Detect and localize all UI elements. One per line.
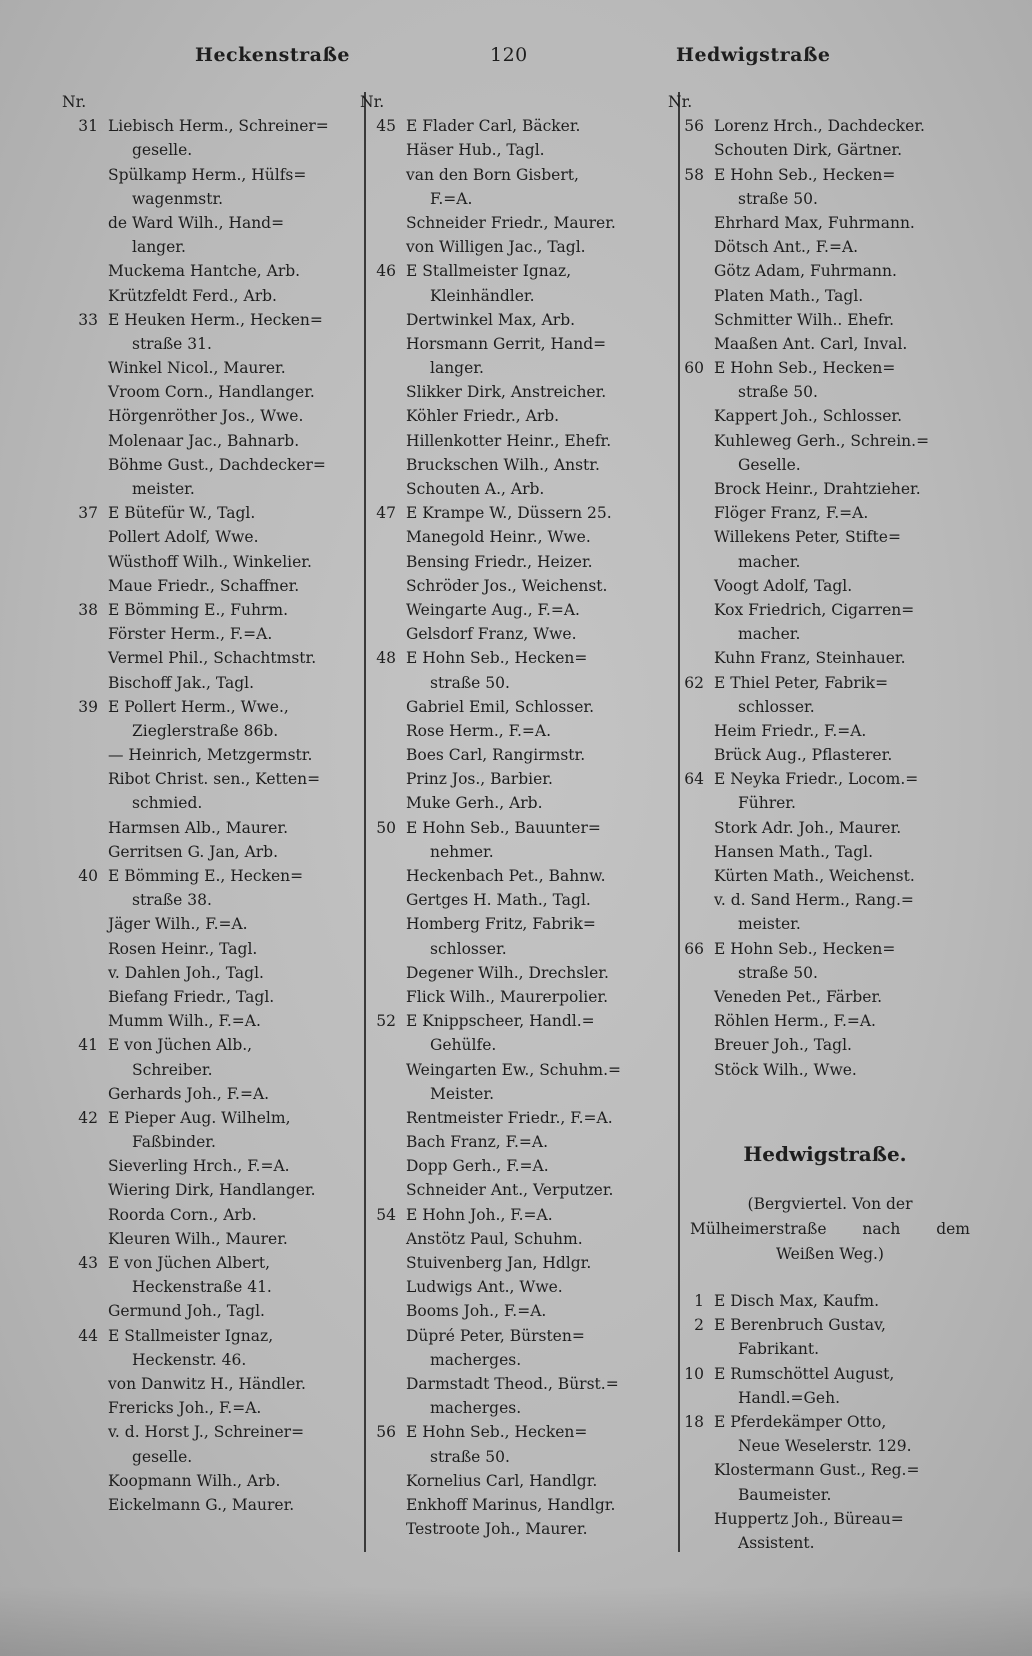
entry-text: schmied.: [132, 794, 203, 813]
entry-text: straße 31.: [132, 334, 212, 353]
entry-text: Breuer Joh., Tagl.: [714, 1036, 852, 1055]
entry-text: Kürten Math., Weichenst.: [714, 867, 915, 885]
entry-text: E Rumschöttel August,: [714, 1364, 895, 1383]
entry-text: Weingarte Aug., F.=A.: [406, 600, 580, 619]
entry-text: Ludwigs Ant., Wwe.: [406, 1278, 563, 1297]
entry-text: Neue Weselerstr. 129.: [738, 1437, 912, 1456]
entry-text: Prinz Jos., Barbier.: [406, 770, 553, 789]
entry-text: Weingarten Ew., Schuhm.=: [406, 1060, 622, 1079]
entry-text: v. Dahlen Joh., Tagl.: [108, 963, 264, 982]
entry-text: Spülkamp Herm., Hülfs=: [108, 165, 307, 184]
entry-text: Gabriel Emil, Schlosser.: [406, 697, 595, 716]
house-number: 66: [684, 939, 704, 958]
page-number: 120: [490, 44, 528, 66]
entry-text: Dötsch Ant., F.=A.: [714, 238, 859, 257]
entry-text: Enkhoff Marinus, Handlgr.: [406, 1495, 616, 1514]
entry-text: Wüsthoff Wilh., Winkelier.: [108, 552, 312, 571]
entry-text: straße 38.: [132, 891, 212, 910]
entry-text: Muckema Hantche, Arb.: [108, 262, 301, 281]
entry-text: Kleuren Wilh., Maurer.: [108, 1229, 288, 1248]
entry-text: Bischoff Jak., Tagl.: [108, 673, 255, 692]
entry-text: — Heinrich, Metzgermstr.: [108, 746, 313, 765]
entry-text: Assistent.: [738, 1533, 815, 1552]
entry-text: Schneider Ant., Verputzer.: [406, 1181, 614, 1200]
entry-text: E Neyka Friedr., Locom.=: [714, 770, 919, 789]
entry-text: E von Jüchen Albert,: [108, 1254, 270, 1272]
entry-text: v. d. Sand Herm., Rang.=: [714, 891, 914, 910]
entry-text: E Knippscheer, Handl.=: [406, 1012, 595, 1031]
entry-text: geselle.: [132, 141, 193, 160]
entry-text: Heckenbach Pet., Bahnw.: [406, 867, 606, 885]
entry-text: E Stallmeister Ignaz,: [108, 1326, 274, 1345]
entry-text: E Hohn Seb., Hecken=: [406, 1423, 588, 1442]
entry-text: Kleinhändler.: [430, 286, 535, 305]
entry-text: E Hohn Seb., Hecken=: [406, 649, 588, 668]
house-number: 41: [78, 1036, 98, 1055]
house-number: 31: [78, 117, 98, 136]
entry-text: Koopmann Wilh., Arb.: [108, 1471, 281, 1490]
entry-text: Heim Friedr., F.=A.: [714, 721, 867, 740]
entry-text: Voogt Adolf, Tagl.: [714, 576, 853, 595]
running-header-right: Hedwigstraße: [676, 44, 831, 66]
entry-text: Gehülfe.: [430, 1036, 497, 1055]
entry-text: Ehrhard Max, Fuhrmann.: [714, 213, 915, 232]
entry-text: von Danwitz H., Händler.: [108, 1374, 306, 1393]
entry-text: Flöger Franz, F.=A.: [714, 504, 869, 523]
house-number: 64: [684, 770, 704, 789]
entry-text: Harmsen Alb., Maurer.: [108, 818, 289, 837]
entry-text: Bach Franz, F.=A.: [406, 1133, 549, 1152]
entry-text: geselle.: [132, 1447, 193, 1466]
entry-text: Brock Heinr., Drahtzieher.: [714, 480, 921, 498]
entry-text: Jäger Wilh., F.=A.: [108, 915, 248, 934]
entry-text: Röhlen Herm., F.=A.: [714, 1012, 876, 1031]
page-edge-shadow: [0, 1586, 1032, 1656]
entry-text: E Hohn Joh., F.=A.: [406, 1205, 553, 1224]
entry-text: Liebisch Herm., Schreiner=: [108, 117, 329, 136]
entry-text: Fabrikant.: [738, 1340, 820, 1359]
house-number: 52: [376, 1012, 396, 1031]
entry-text: Anstötz Paul, Schuhm.: [406, 1229, 583, 1248]
house-number: 33: [78, 310, 98, 329]
entry-text: straße 50.: [738, 383, 818, 402]
entry-text: Frericks Joh., F.=A.: [108, 1399, 262, 1418]
entry-text: E Bütefür W., Tagl.: [108, 504, 256, 523]
entry-text: Wiering Dirk, Handlanger.: [108, 1181, 316, 1200]
house-number: 56: [684, 117, 704, 136]
house-number: 56: [376, 1423, 396, 1442]
entry-text: Biefang Friedr., Tagl.: [108, 987, 275, 1006]
entry-text: wagenmstr.: [132, 189, 224, 208]
entry-text: Boes Carl, Rangirmstr.: [406, 746, 586, 765]
house-number: 50: [376, 818, 396, 837]
house-number: 46: [376, 262, 396, 281]
entry-text: Brück Aug., Pflasterer.: [714, 746, 893, 765]
entry-text: straße 50.: [738, 189, 818, 208]
entry-text: langer.: [430, 359, 484, 378]
entry-text: Kuhn Franz, Steinhauer.: [714, 649, 906, 668]
entry-text: Schouten A., Arb.: [406, 480, 545, 498]
entry-text: Schreiber.: [132, 1060, 213, 1079]
entry-text: Heckenstraße 41.: [132, 1278, 272, 1297]
entry-text: F.=A.: [430, 189, 473, 208]
entry-text: Schneider Friedr., Maurer.: [406, 213, 616, 232]
entry-text: Bensing Friedr., Heizer.: [406, 552, 593, 571]
entry-text: Roorda Corn., Arb.: [108, 1205, 257, 1224]
entry-text: Gelsdorf Franz, Wwe.: [406, 625, 577, 644]
nr-label: Nr.: [62, 93, 87, 111]
entry-text: Hansen Math., Tagl.: [714, 842, 874, 861]
entry-text: E Krampe W., Düssern 25.: [406, 504, 612, 523]
entry-text: Winkel Nicol., Maurer.: [108, 359, 286, 378]
entry-text: Muke Gerh., Arb.: [406, 794, 543, 813]
entry-text: Huppertz Joh., Büreau=: [714, 1509, 904, 1528]
entry-text: Vermel Phil., Schachtmstr.: [108, 649, 317, 668]
entry-text: E Heuken Herm., Hecken=: [108, 310, 323, 329]
description-line: Mülheimerstraße nach dem: [690, 1220, 970, 1238]
entry-text: Dopp Gerh., F.=A.: [406, 1157, 549, 1176]
entry-text: Maue Friedr., Schaffner.: [108, 576, 300, 595]
entry-text: schlosser.: [430, 939, 507, 958]
entry-text: straße 50.: [430, 1447, 510, 1466]
entry-text: Ribot Christ. sen., Ketten=: [108, 770, 321, 789]
entry-text: Handl.=Geh.: [738, 1388, 840, 1407]
entry-text: Stork Adr. Joh., Maurer.: [714, 818, 902, 837]
entry-text: Lorenz Hrch., Dachdecker.: [714, 117, 925, 136]
entry-text: Manegold Heinr., Wwe.: [406, 528, 591, 547]
entry-text: schlosser.: [738, 697, 815, 716]
house-number: 47: [376, 504, 396, 523]
entry-text: Molenaar Jac., Bahnarb.: [108, 431, 300, 450]
entry-text: Gerritsen G. Jan, Arb.: [108, 842, 279, 861]
entry-text: Gertges H. Math., Tagl.: [406, 891, 591, 910]
section-heading-hedwigstrasse: Hedwigstraße.: [743, 1142, 907, 1166]
entry-text: Schouten Dirk, Gärtner.: [714, 141, 902, 160]
entry-text: E Hohn Seb., Bauunter=: [406, 818, 601, 837]
entry-text: E Stallmeister Ignaz,: [406, 262, 572, 281]
house-number: 44: [78, 1326, 98, 1345]
house-number: 1: [694, 1292, 704, 1310]
house-number: 60: [684, 359, 704, 378]
entry-text: von Willigen Jac., Tagl.: [406, 238, 586, 257]
entry-text: Degener Wilh., Drechsler.: [406, 963, 609, 982]
entry-text: langer.: [132, 238, 186, 257]
entry-text: Flick Wilh., Maurerpolier.: [406, 987, 609, 1006]
entry-text: Kox Friedrich, Cigarren=: [714, 600, 915, 619]
entry-text: Schmitter Wilh.. Ehefr.: [714, 310, 895, 329]
entry-text: Götz Adam, Fuhrmann.: [714, 262, 897, 281]
entry-text: Führer.: [738, 794, 796, 813]
entry-text: nehmer.: [430, 842, 494, 861]
entry-text: Meister.: [430, 1084, 494, 1103]
entry-text: Dertwinkel Max, Arb.: [406, 310, 576, 329]
entry-text: Testroote Joh., Maurer.: [406, 1520, 588, 1539]
house-number: 40: [78, 867, 98, 885]
entry-text: E Hohn Seb., Hecken=: [714, 939, 896, 958]
entry-text: Zieglerstraße 86b.: [132, 721, 279, 740]
entry-text: Rose Herm., F.=A.: [406, 721, 552, 740]
section-description: [690, 1192, 970, 1267]
entry-text: Pollert Adolf, Wwe.: [108, 528, 259, 547]
entry-text: Booms Joh., F.=A.: [406, 1302, 547, 1321]
description-line: (Bergviertel. Von der: [747, 1195, 913, 1213]
entry-text: Willekens Peter, Stifte=: [714, 528, 901, 547]
house-number: 37: [78, 504, 98, 523]
entry-text: Köhler Friedr., Arb.: [406, 407, 560, 426]
entry-text: Sieverling Hrch., F.=A.: [108, 1157, 290, 1176]
entry-text: Maaßen Ant. Carl, Inval.: [714, 334, 908, 353]
entry-text: E Hohn Seb., Hecken=: [714, 165, 896, 184]
house-number: 62: [684, 673, 704, 692]
entry-text: Vroom Corn., Handlanger.: [108, 383, 315, 402]
entry-text: Veneden Pet., Färber.: [714, 987, 883, 1006]
entry-text: Klostermann Gust., Reg.=: [714, 1461, 920, 1480]
entry-text: E Pferdekämper Otto,: [714, 1412, 887, 1431]
entry-text: Kornelius Carl, Handlgr.: [406, 1471, 598, 1490]
entry-text: Kuhleweg Gerh., Schrein.=: [714, 431, 930, 450]
description-line: Weißen Weg.): [776, 1245, 884, 1263]
entry-text: de Ward Wilh., Hand=: [108, 213, 285, 232]
entry-text: Slikker Dirk, Anstreicher.: [406, 383, 607, 402]
house-number: 54: [376, 1205, 396, 1224]
house-number: 43: [78, 1254, 98, 1272]
entry-text: E Bömming E., Fuhrm.: [108, 600, 288, 619]
entry-text: Stuivenberg Jan, Hdlgr.: [406, 1254, 592, 1272]
house-number: 39: [78, 697, 98, 716]
entry-text: Böhme Gust., Dachdecker=: [108, 455, 326, 474]
entry-text: straße 50.: [738, 963, 818, 982]
house-number: 45: [376, 117, 396, 136]
entry-text: E Thiel Peter, Fabrik=: [714, 673, 889, 692]
nr-label: Nr.: [360, 93, 385, 111]
entry-text: Hillenkotter Heinr., Ehefr.: [406, 431, 612, 450]
entry-text: Heckenstr. 46.: [132, 1350, 247, 1369]
entry-text: v. d. Horst J., Schreiner=: [108, 1423, 305, 1442]
entry-text: Rentmeister Friedr., F.=A.: [406, 1108, 613, 1127]
entry-text: Bruckschen Wilh., Anstr.: [406, 455, 600, 474]
entry-text: Eickelmann G., Maurer.: [108, 1495, 295, 1514]
entry-text: Horsmann Gerrit, Hand=: [406, 334, 607, 353]
entry-text: Stöck Wilh., Wwe.: [714, 1060, 857, 1079]
house-number: 38: [78, 600, 98, 619]
entry-text: Kappert Joh., Schlosser.: [714, 407, 902, 426]
nr-label: Nr.: [668, 93, 693, 111]
entry-text: E von Jüchen Alb.,: [108, 1036, 253, 1055]
house-number: 2: [694, 1316, 704, 1335]
entry-text: Darmstadt Theod., Bürst.=: [406, 1374, 619, 1393]
entry-text: macherges.: [430, 1350, 522, 1369]
entry-text: Hörgenröther Jos., Wwe.: [108, 407, 304, 426]
entry-text: E Bömming E., Hecken=: [108, 867, 304, 885]
entry-text: Gerhards Joh., F.=A.: [108, 1084, 270, 1103]
entry-text: Rosen Heinr., Tagl.: [108, 939, 258, 958]
entry-text: E Disch Max, Kaufm.: [714, 1292, 880, 1310]
entry-text: E Pieper Aug. Wilhelm,: [108, 1108, 291, 1127]
entry-text: E Berenbruch Gustav,: [714, 1316, 886, 1335]
entry-text: Düpré Peter, Bürsten=: [406, 1326, 585, 1345]
entry-text: Germund Joh., Tagl.: [108, 1302, 265, 1321]
entry-text: meister.: [738, 915, 801, 934]
entry-text: macher.: [738, 625, 801, 644]
entry-text: Förster Herm., F.=A.: [108, 625, 273, 644]
house-number: 42: [78, 1108, 98, 1127]
house-number: 18: [684, 1412, 704, 1431]
entry-text: E Hohn Seb., Hecken=: [714, 359, 896, 378]
running-header-left: Heckenstraße: [195, 44, 350, 66]
entry-text: Faßbinder.: [132, 1133, 216, 1152]
entry-text: Geselle.: [738, 455, 801, 474]
entry-text: E Pollert Herm., Wwe.,: [108, 697, 289, 716]
house-number: 48: [376, 649, 396, 668]
entry-text: macherges.: [430, 1399, 522, 1418]
entry-text: van den Born Gisbert,: [406, 165, 579, 184]
entry-text: meister.: [132, 480, 195, 498]
entry-text: Krützfeldt Ferd., Arb.: [108, 286, 277, 305]
house-number: 58: [684, 165, 704, 184]
entry-text: Mumm Wilh., F.=A.: [108, 1012, 261, 1031]
entry-text: Baumeister.: [738, 1485, 832, 1504]
entry-text: Häser Hub., Tagl.: [406, 141, 545, 160]
entry-text: E Flader Carl, Bäcker.: [406, 117, 581, 136]
entry-text: macher.: [738, 552, 801, 571]
entry-text: Homberg Fritz, Fabrik=: [406, 915, 596, 934]
entry-text: Schröder Jos., Weichenst.: [406, 576, 608, 595]
entry-text: Platen Math., Tagl.: [714, 286, 864, 305]
entry-text: straße 50.: [430, 673, 510, 692]
house-number: 10: [684, 1364, 704, 1383]
